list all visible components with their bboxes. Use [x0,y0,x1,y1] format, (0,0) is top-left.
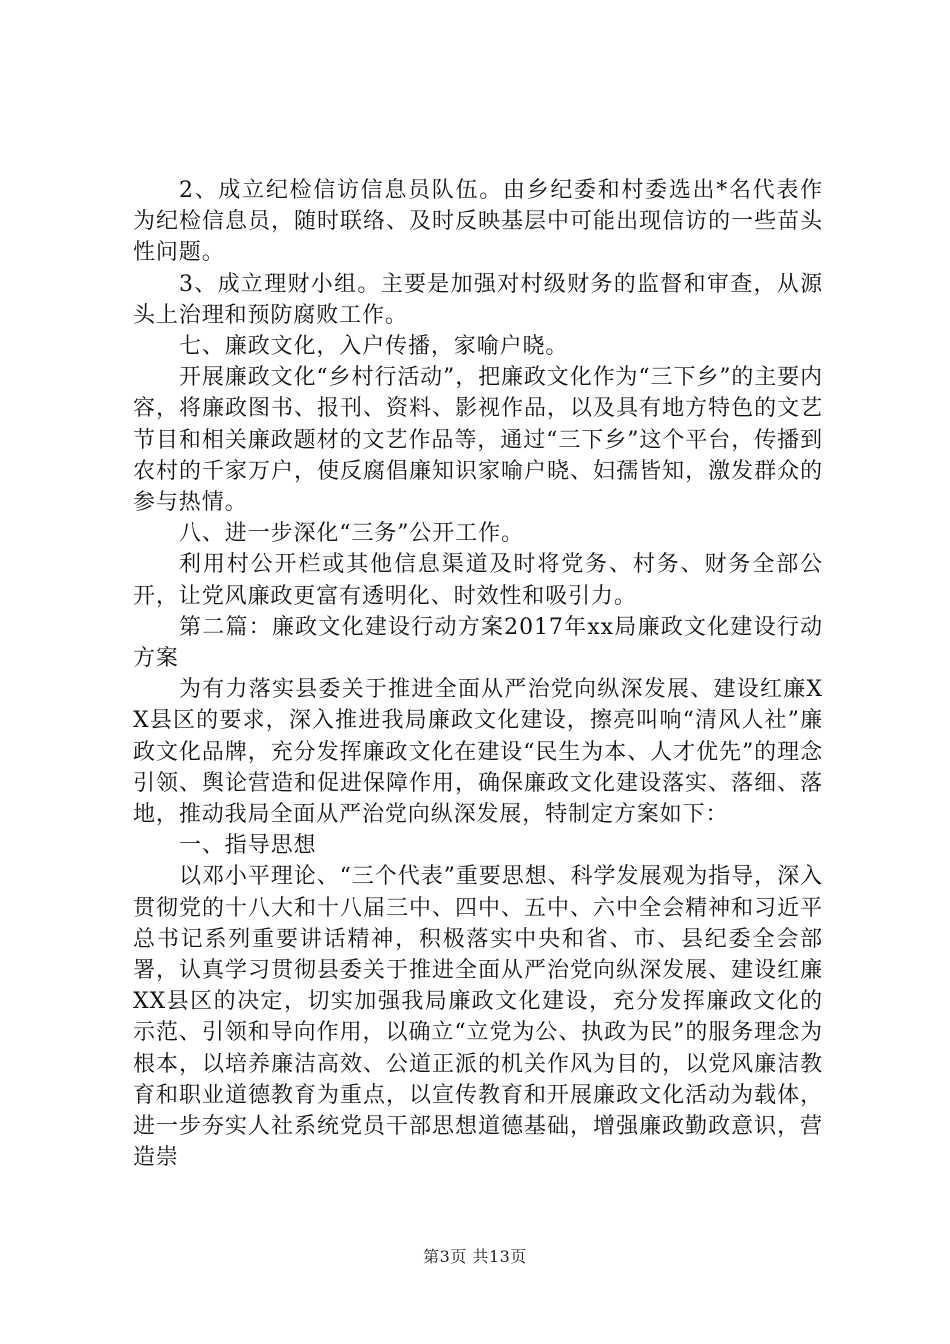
paragraph-6: 以邓小平理论、“三个代表”重要思想、科学发展观为指导，深入贯彻党的十八大和十八届三中、四中、五中、六中全会精神和习近平总书记系列重要讲话精神，积极落实中央和省、市、县纪委全会部署，认真学习贯彻县委关于推进全面从严治党向纵深发展、建设红廉XX县区的决定，切实加强我局廉政文化建设，充分发挥廉政文化的示范、引领和导向作用，以确立“立党为公、执政为民”的服务理念为根本，以培养廉洁高效、公道正派的机关作风为目的，以党风廉洁教育和职业道德教育为重点，以宣传教育和开展廉政文化活动为载体，进一步夯实人社系统党员干部思想道德基础，增强廉政勤政意识，营造崇 [133,864,823,1171]
part-two-title: 第二篇：廉政文化建设行动方案2017年xx局廉政文化建设行动方案 [133,614,823,672]
paragraph-3: 开展廉政文化“乡村行活动”，把廉政文化作为“三下乡”的主要内容，将廉政图书、报刊、资料、影视作品，以及具有地方特色的文艺节目和相关廉政题材的文艺作品等，通过“三下乡”这个平台，传播到农村的千家万户，使反腐倡廉知识家喻户晓、妇孺皆知，激发群众的参与热情。 [133,365,823,516]
paragraph-5: 为有力落实县委关于推进全面从严治党向纵深发展、建设红廉XX县区的要求，深入推进我局廉政文化建设，擦亮叫响“清风人社”廉政文化品牌，充分发挥廉政文化在建设“民生为本、人才优先”的理念引领、舆论营造和促进保障作用，确保廉政文化建设落实、落细、落地，推动我局全面从严治党向纵深发展，特制定方案如下： [133,677,823,828]
section-heading-guiding-thought: 一、指导思想 [179,833,317,859]
section-heading-8: 八、进一步深化“三务”公开工作。 [179,521,524,547]
paragraph-4: 利用村公开栏或其他信息渠道及时将党务、村务、财务全部公开，让党风廉政更富有透明化、时效性和吸引力。 [133,552,823,609]
document-body [133,175,823,1174]
paragraph-2: 3、成立理财小组。主要是加强对村级财务的监督和审查，从源头上治理和预防腐败工作。 [133,271,823,328]
page-number-footer: 第3页 共13页 [423,1247,527,1266]
section-heading-7: 七、廉政文化，入户传播，家喻户晓。 [179,334,569,360]
paragraph-1: 2、成立纪检信访信息员队伍。由乡纪委和村委选出*名代表作为纪检信息员，随时联络、及时反映基层中可能出现信访的一些苗头性问题。 [133,178,823,266]
